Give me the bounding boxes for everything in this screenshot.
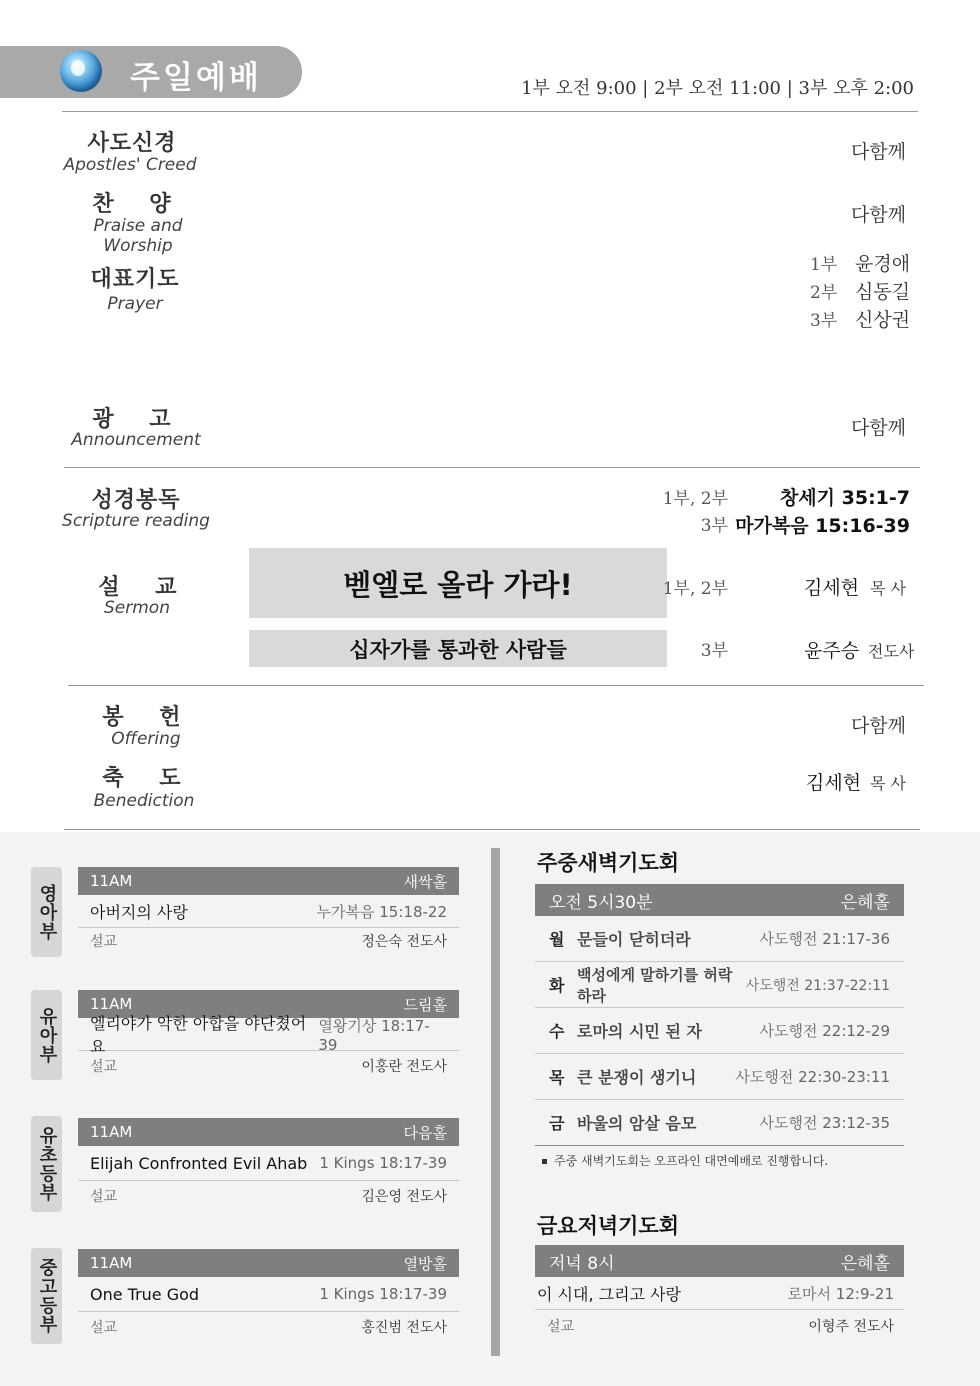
dept-preacher: 정은숙 전도사 [361,934,447,950]
friday-prayer-card [535,1245,904,1342]
prayer-title: 대표기도 [90,267,180,292]
scripture-ref-1: 창세기 35:1-7 [779,487,910,509]
dept-tab-youth: 중고등부 [31,1248,62,1344]
sermon-preacher-1: 김세현 [804,577,860,599]
friday-preacher-row [535,1310,904,1342]
dept-room: 새싹홀 [403,872,447,891]
creed-leader: 다함께 [850,141,906,163]
dawn-day: 수 [549,1022,565,1041]
vertical-divider [491,848,500,1356]
dept-preacher-row [78,928,459,954]
dept-card-toddler [78,990,459,1081]
sermon-subtitle: Sermon [104,598,170,618]
dept-preacher: 이홍란 전도사 [361,1059,447,1075]
divider [64,467,920,468]
dept-sermon-row [78,1014,459,1056]
prayer-part-3: 3부 [810,311,838,331]
dept-preacher-row [78,1181,459,1211]
dept-sub-label: 설교 [90,1059,118,1075]
dept-sermon-ref: 누가복음 15:18-22 [316,902,447,921]
prayer-leader-3: 신상권 [855,309,911,331]
divider [62,111,918,112]
prayer-leader-1: 윤경애 [855,253,911,275]
dept-tab-toddler: 유아부 [31,990,62,1080]
dawn-prayer-room: 은혜홀 [840,892,890,913]
dawn-prayer-note-text: 주중 새벽기도회는 오프라인 대면예배로 진행합니다. [554,1154,829,1168]
dept-bar [78,1118,459,1146]
sermon-part-2: 3부 [700,641,728,661]
prayer-subtitle: Prayer [107,294,163,314]
dawn-day: 월 [549,930,565,949]
dept-sub-label: 설교 [90,934,118,950]
dawn-title: 로마의 시민 된 자 [577,1022,702,1041]
dawn-title: 큰 분쟁이 생기니 [577,1068,697,1087]
creed-title: 사도신경 [87,131,177,156]
service-times: 1부 오전 9:00 | 2부 오전 11:00 | 3부 오후 2:00 [521,78,914,99]
church-logo-icon [60,50,102,92]
offering-leader: 다함께 [850,715,906,737]
dept-bar [78,1249,459,1277]
scripture-part-1: 1부, 2부 [662,489,728,509]
sermon-role-1: 목 사 [870,579,906,598]
dept-room: 드림홀 [403,995,447,1014]
dept-sermon-ref: 1 Kings 18:17-39 [319,1154,447,1172]
dept-sermon-row [78,1277,459,1311]
dawn-prayer-card [535,884,904,1146]
dawn-ref: 사도행전 21:17-36 [759,930,890,948]
announcement-leader: 다함께 [850,417,906,439]
dawn-prayer-row [535,962,904,1007]
dept-card-infant [78,867,459,954]
dept-time: 11AM [90,872,133,890]
dawn-ref: 사도행전 23:12-35 [759,1114,890,1132]
dept-sub-label: 설교 [90,1320,118,1336]
sermon-part-1: 1부, 2부 [662,579,728,599]
prayer-leader-2: 심동길 [855,281,911,303]
dept-time: 11AM [90,1254,133,1272]
benediction-role: 목 사 [870,774,906,793]
friday-sermon-title: 이 시대, 그리고 사랑 [537,1284,681,1304]
scripture-ref-2: 마가복음 15:16-39 [735,515,910,537]
dept-sermon-title: One True God [90,1284,200,1304]
dawn-prayer-heading: 주중새벽기도회 [537,851,680,875]
dawn-prayer-row [535,916,904,961]
sermon-title-label: 설 교 [98,575,178,600]
announcement-title: 광 고 [92,407,172,432]
sermon-role-2: 전도사 [868,642,915,661]
dept-sermon-ref: 1 Kings 18:17-39 [319,1285,447,1303]
dept-sermon-row [78,1146,459,1180]
divider [535,1145,904,1146]
praise-subtitle: Praise and Worship [93,216,183,256]
dawn-prayer-row [535,1054,904,1099]
sermon-sub-title: 십자가를 통과한 사람들 [249,630,667,667]
friday-prayer-heading: 금요저녁기도회 [537,1214,680,1238]
friday-prayer-bar [535,1245,904,1277]
scripture-title: 성경봉독 [91,488,181,513]
offering-subtitle: Offering [111,729,181,749]
dawn-title: 문들이 닫히더라 [577,930,691,949]
dept-sermon-title: 아버지의 사랑 [90,902,188,922]
prayer-part-2: 2부 [810,283,838,303]
scripture-subtitle: Scripture reading [62,511,210,531]
dept-tab-infant: 영아부 [31,867,62,957]
dept-room: 열방홀 [403,1254,447,1273]
announcement-subtitle: Announcement [71,430,201,450]
dawn-prayer-time: 오전 5시30분 [549,892,653,913]
dept-tab-elementary: 유초등부 [31,1116,62,1212]
page-title: 주일예배 [130,60,262,96]
dawn-title: 바울의 암살 음모 [577,1114,697,1133]
dept-sermon-title: 엘리야가 악한 아합을 야단쳤어요 [90,1014,307,1056]
dept-sermon-ref: 열왕기상 18:17-39 [318,1016,430,1054]
creed-subtitle: Apostles' Creed [63,155,197,175]
dawn-day: 목 [549,1068,565,1087]
prayer-part-1: 1부 [810,255,838,275]
sermon-main-title: 벧엘로 올라 가라! [249,548,667,618]
dept-card-elementary [78,1118,459,1211]
dept-sermon-title: Elijah Confronted Evil Ahab [90,1153,308,1173]
sermon-preacher-2: 윤주승 [804,640,860,662]
dept-sub-label: 설교 [90,1189,118,1205]
dawn-prayer-bar [535,884,904,916]
friday-sermon-row [535,1277,904,1309]
bullet-icon [542,1159,547,1164]
benediction-subtitle: Benediction [93,791,195,811]
dept-time: 11AM [90,1123,133,1141]
friday-preacher: 이형주 전도사 [808,1319,894,1335]
dawn-ref: 사도행전 22:30-23:11 [735,1068,890,1086]
friday-prayer-time: 저녁 8시 [549,1253,615,1274]
dawn-ref: 사도행전 21:37-22:11 [745,977,890,994]
dept-preacher: 홍진범 전도사 [361,1320,447,1336]
dept-preacher-row [78,1312,459,1342]
dawn-prayer-row [535,1100,904,1145]
benediction-title: 축 도 [102,766,182,791]
dept-card-youth [78,1249,459,1342]
benediction-name: 김세현 [806,772,862,794]
dawn-prayer-note [542,1152,828,1169]
dawn-prayer-row [535,1008,904,1053]
dept-room: 다음홀 [403,1123,447,1142]
friday-sermon-ref: 로마서 12:9-21 [787,1284,894,1303]
dept-sermon-row [78,895,459,927]
friday-prayer-room: 은혜홀 [840,1253,890,1274]
friday-sub-label: 설교 [547,1319,575,1335]
scripture-part-2: 3부 [700,516,728,536]
divider [64,829,920,830]
praise-title: 찬 양 [92,192,172,217]
dawn-day: 화 [549,976,565,995]
dawn-day: 금 [549,1114,565,1133]
dawn-title: 백성에게 말하기를 허락하라 [577,965,733,1005]
divider [68,685,924,686]
dept-time: 11AM [90,995,133,1013]
offering-title: 봉 헌 [102,705,182,730]
praise-leader: 다함께 [850,204,906,226]
dawn-ref: 사도행전 22:12-29 [759,1022,890,1040]
dept-preacher: 김은영 전도사 [361,1189,447,1205]
dept-bar [78,867,459,895]
